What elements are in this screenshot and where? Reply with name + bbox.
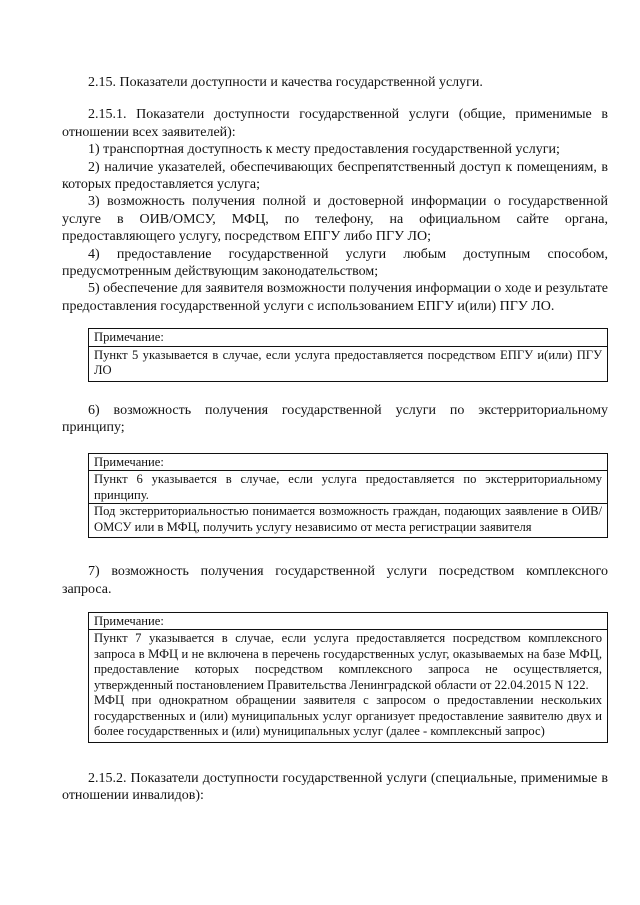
list-item-5: 5) обеспечение для заявителя возможности получения информации о ходе и результате предоставления государственной услуги с использованием ЕПГУ и(или) ПГУ ЛО. bbox=[62, 281, 608, 314]
note-body bbox=[89, 471, 607, 537]
note-box-1 bbox=[88, 328, 608, 382]
list-item-4: 4) предоставление государственной услуги любым доступным способом, предусмотренным действующим законодательством; bbox=[62, 246, 608, 280]
note-paragraph: Пункт 5 указывается в случае, если услуга предоставляется посредством ЕПГУ и(или) ПГУ ЛО bbox=[94, 347, 602, 378]
subsection-2-15-2-intro: 2.15.2. Показатели доступности государственной услуги (специальные, применимые в отношении инвалидов): bbox=[62, 770, 608, 804]
note-box-2 bbox=[88, 453, 608, 539]
subsection-2-15-1-intro: 2.15.1. Показатели доступности государственной услуги (общие, применимые в отношении всех заявителей): bbox=[62, 107, 608, 140]
note-title: Примечание: bbox=[89, 329, 607, 347]
list-item-1: 1) транспортная доступность к месту предоставления государственной услуги; bbox=[88, 142, 560, 158]
note-title: Примечание: bbox=[89, 613, 607, 631]
note-paragraph: Пункт 7 указывается в случае, если услуга предоставляется посредством комплексного запроса в МФЦ и не включена в перечень государственных услуг, оказываемых на базе МФЦ, предоставление которых посредством комплексного запроса не осуществляется, утвержденный постановлением Правительства Ленинградской области от 22.04.2015 N 122. bbox=[94, 631, 602, 692]
list-item-3: 3) возможность получения полной и достоверной информации о государственной услуге в ОИВ/ОМСУ, МФЦ, по телефону, на официальном сайте органа, предоставляющего услугу, посредством ЕПГУ либо ПГУ ЛО; bbox=[62, 194, 608, 245]
document-content bbox=[62, 74, 608, 805]
section-title: 2.15. Показатели доступности и качества государственной услуги. bbox=[88, 75, 483, 90]
list-item-6: 6) возможность получения государственной услуги по экстерриториальному принципу; bbox=[62, 402, 608, 436]
note-body bbox=[89, 630, 607, 742]
list-item-7: 7) возможность получения государственной услуги посредством комплексного запроса. bbox=[62, 564, 608, 597]
note-paragraph: МФЦ при однократном обращении заявителя с запросом о предоставлении нескольких государственных и (или) муниципальных услуг организует предоставление заявителю двух и более государственных и (или) муниципальных услуг (далее - комплексный запрос) bbox=[94, 693, 602, 739]
note-box-3 bbox=[88, 612, 608, 743]
note-paragraph: Пункт 6 указывается в случае, если услуга предоставляется по экстерриториальному принципу. bbox=[94, 472, 602, 502]
list-item-2: 2) наличие указателей, обеспечивающих беспрепятственный доступ к помещениям, в которых предоставляется услуга; bbox=[62, 159, 608, 193]
note-body bbox=[89, 347, 607, 381]
note-title: Примечание: bbox=[89, 454, 607, 472]
note-paragraph: Под экстерриториальностью понимается возможность граждан, подающих заявление в ОИВ/ОМСУ или в МФЦ, получить услугу независимо от места регистрации заявителя bbox=[89, 503, 607, 535]
